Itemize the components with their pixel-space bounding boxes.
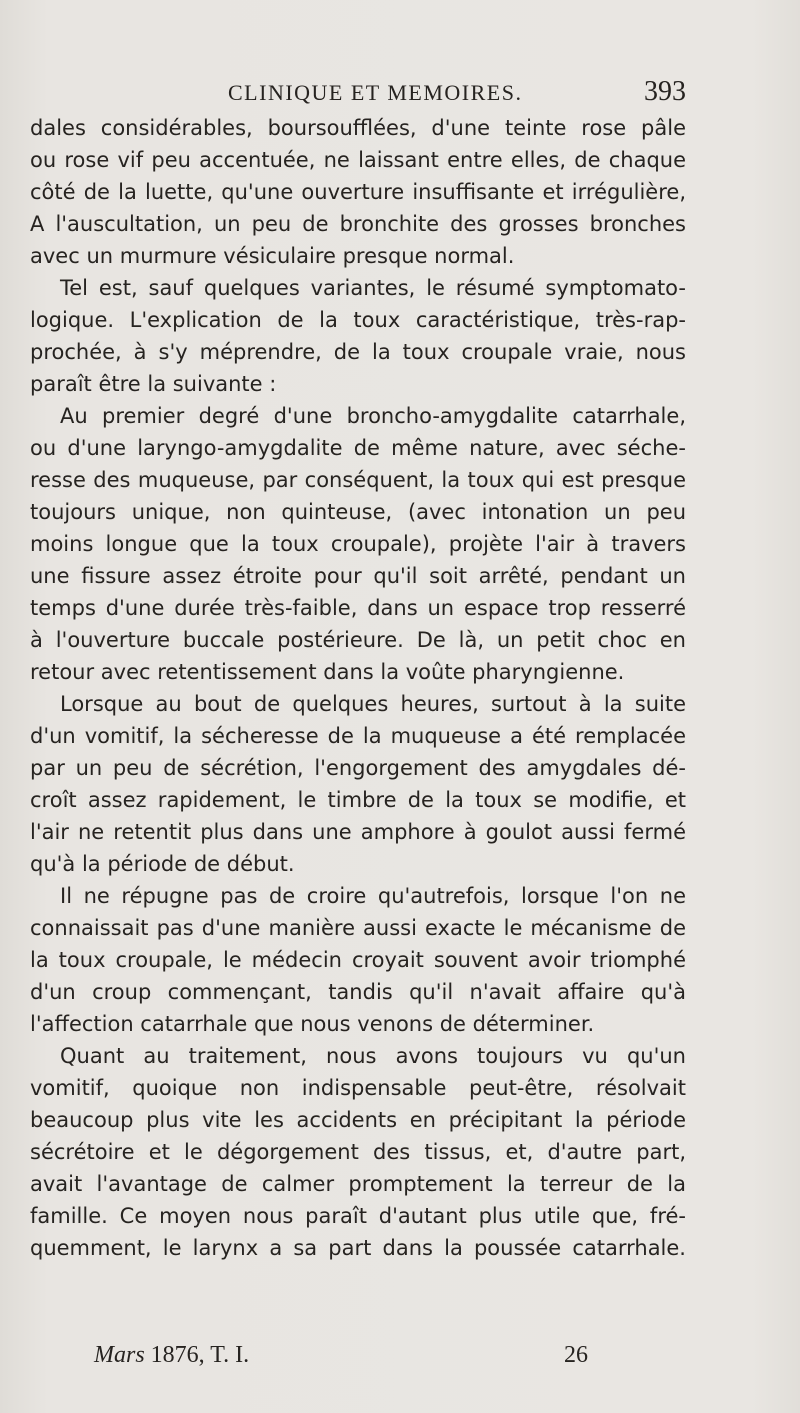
text-line: A l'auscultation, un peu de bronchite des grosses bronches: [30, 212, 686, 236]
text-line: côté de la luette, qu'une ouverture insuffisante et irrégulière,: [30, 180, 686, 204]
page-footer: [28, 1340, 686, 1374]
text-line: par un peu de sécrétion, l'engorgement des amygdales dé-: [30, 756, 686, 780]
text-line: toujours unique, non quinteuse, (avec intonation un peu: [30, 500, 686, 524]
text-line: dales considérables, boursoufflées, d'une teinte rose pâle: [30, 116, 686, 140]
text-line: croît assez rapidement, le timbre de la toux se modifie, et: [30, 788, 686, 812]
issue-year-volume: 1876, T. I.: [150, 1342, 250, 1368]
text-line: la toux croupale, le médecin croyait souvent avoir triomphé: [30, 948, 686, 972]
text-line: retour avec retentissement dans la voûte pharyngienne.: [30, 660, 625, 684]
page-header: [28, 76, 686, 108]
text-line: une fissure assez étroite pour qu'il soit arrêté, pendant un: [30, 564, 686, 588]
paragraph: [30, 880, 686, 1040]
paragraph: [30, 112, 686, 272]
text-line: resse des muqueuse, par conséquent, la toux qui est presque: [30, 468, 686, 492]
text-line: vomitif, quoique non indispensable peut-être, résolvait: [30, 1076, 686, 1100]
text-line: connaissait pas d'une manière aussi exacte le mécanisme de: [30, 916, 686, 940]
text-line: Au premier degré d'une broncho-amygdalite catarrhale,: [60, 404, 686, 428]
text-line: à l'ouverture buccale postérieure. De là, un petit choc en: [30, 628, 686, 652]
text-line: sécrétoire et le dégorgement des tissus, et, d'autre part,: [30, 1140, 686, 1164]
text-line: beaucoup plus vite les accidents en précipitant la période: [30, 1108, 686, 1132]
text-line: quemment, le larynx a sa part dans la poussée catarrhale.: [30, 1236, 686, 1260]
text-line: logique. L'explication de la toux caractéristique, très-rap-: [30, 308, 686, 332]
signature-mark: 26: [564, 1342, 588, 1368]
text-line: avait l'avantage de calmer promptement la terreur de la: [30, 1172, 686, 1196]
text-line: d'un vomitif, la sécheresse de la muqueuse a été remplacée: [30, 724, 686, 748]
issue-date: [94, 1342, 249, 1369]
issue-month: Mars: [94, 1342, 145, 1368]
text-line: ou rose vif peu accentuée, ne laissant entre elles, de chaque: [30, 148, 686, 172]
text-line: Lorsque au bout de quelques heures, surtout à la suite: [60, 692, 686, 716]
text-line: moins longue que la toux croupale), projète l'air à travers: [30, 532, 686, 556]
text-line: qu'à la période de début.: [30, 852, 295, 876]
text-line: Quant au traitement, nous avons toujours vu qu'un: [60, 1044, 686, 1068]
text-line: prochée, à s'y méprendre, de la toux croupale vraie, nous: [30, 340, 686, 364]
paragraph: [30, 272, 686, 400]
page-number: 393: [644, 76, 686, 107]
running-title: CLINIQUE ET MEMOIRES.: [228, 80, 523, 105]
paragraph: [30, 400, 686, 688]
text-line: Il ne répugne pas de croire qu'autrefois, lorsque l'on ne: [60, 884, 686, 908]
text-line: l'air ne retentit plus dans une amphore à goulot aussi fermé: [30, 820, 686, 844]
paragraph: [30, 688, 686, 880]
paragraph: [30, 1040, 686, 1264]
text-line: ou d'une laryngo-amygdalite de même nature, avec séche-: [30, 436, 686, 460]
body-text: [30, 112, 686, 1264]
text-line: avec un murmure vésiculaire presque normal.: [30, 244, 515, 268]
text-line: d'un croup commençant, tandis qu'il n'avait affaire qu'à: [30, 980, 686, 1004]
text-line: Tel est, sauf quelques variantes, le résumé symptomato-: [60, 276, 686, 300]
text-line: l'affection catarrhale que nous venons de déterminer.: [30, 1012, 595, 1036]
text-line: famille. Ce moyen nous paraît d'autant plus utile que, fré-: [30, 1204, 686, 1228]
text-line: temps d'une durée très-faible, dans un espace trop resserré: [30, 596, 686, 620]
text-line: paraît être la suivante :: [30, 372, 277, 396]
